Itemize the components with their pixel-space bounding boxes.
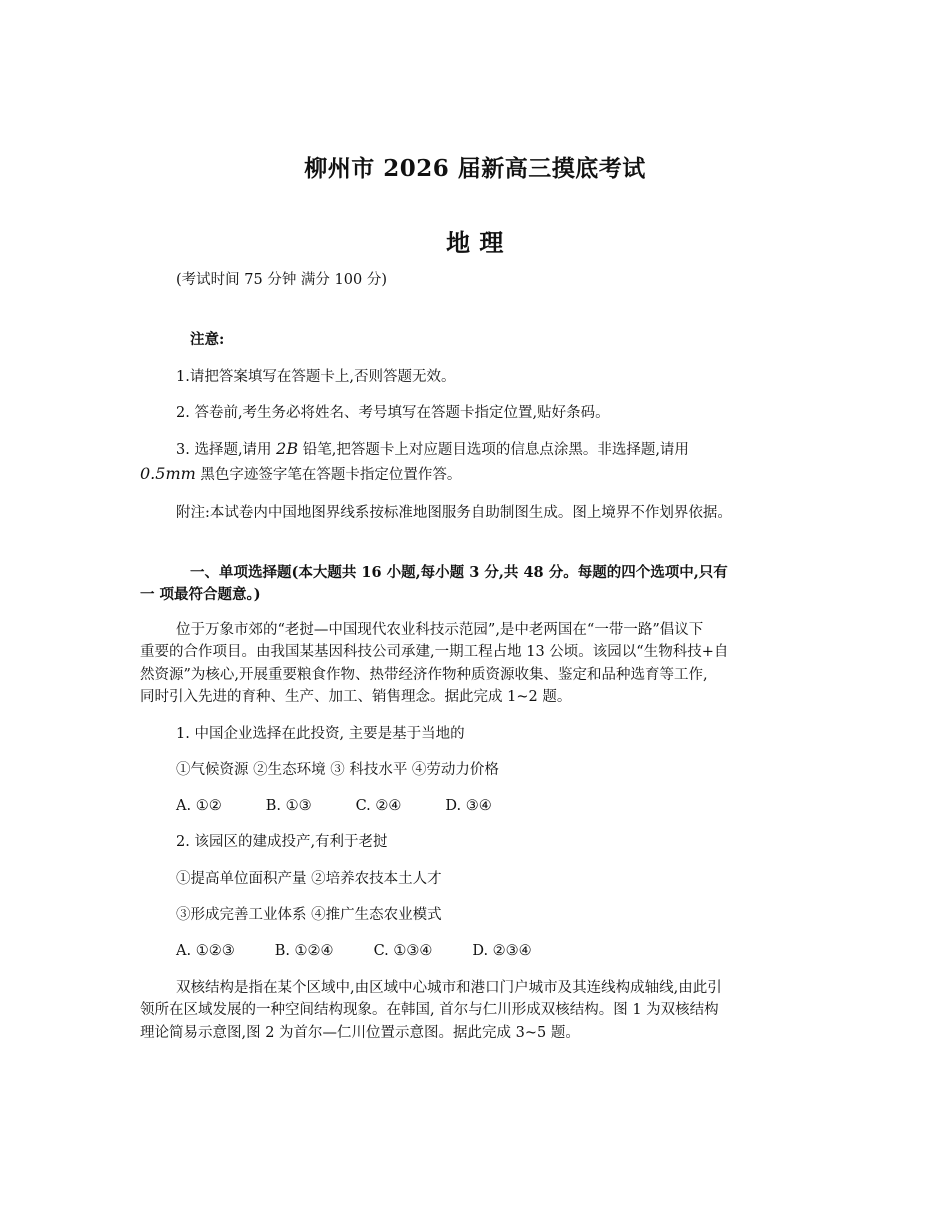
notice-item-3-cont <box>140 464 461 485</box>
notice-item-1: 1.请把答案填写在答题卡上,否则答题无效。 <box>176 369 456 385</box>
notice-item-3-part1: 3. 选择题,请用 <box>176 442 272 458</box>
q2-option-b[interactable]: B. ①②④ <box>274 943 334 959</box>
q2-option-d[interactable]: D. ②③④ <box>472 943 532 959</box>
q2-stem: 2. 该园区的建成投产,有利于老挝 <box>176 834 388 850</box>
notice-item-3-part3: 黑色字迹签字笔在答题卡指定位置作答。 <box>200 467 462 483</box>
passage2-line2: 领所在区域发展的一种空间结构现象。在韩国, 首尔与仁川形成双核结构。图 1 为双核结构 <box>140 1002 719 1018</box>
q1-options <box>176 796 536 816</box>
q2-items-2: ③形成完善工业体系 ④推广生态农业模式 <box>176 907 442 923</box>
q2-items-1: ①提高单位面积产量 ②培养农技本土人才 <box>176 871 442 887</box>
passage1-line3: 然资源”为核心,开展重要粮食作物、热带经济作物种质资源收集、鉴定和品种选育等工作, <box>140 667 708 683</box>
passage1-line2: 重要的合作项目。由我国某基因科技公司承建,一期工程占地 13 公顷。该园以“生物科技+自 <box>140 644 729 660</box>
q1-items: ①气候资源 ②生态环境 ③ 科技水平 ④劳动力价格 <box>176 762 499 778</box>
notice-heading: 注意: <box>190 331 225 348</box>
passage2-line1: 双核结构是指在某个区域中,由区域中心城市和港口门户城市及其连线构成轴线,由此引 <box>176 980 722 996</box>
notice-item-2: 2. 答卷前,考生务必将姓名、考号填写在答题卡指定位置,贴好条码。 <box>176 405 610 421</box>
q2-option-a[interactable]: A. ①②③ <box>176 943 235 959</box>
q1-stem: 1. 中国企业选择在此投资, 主要是基于当地的 <box>176 726 465 742</box>
q1-option-d[interactable]: D. ③④ <box>445 798 492 814</box>
exam-title: 柳州市 2026 届新高三摸底考试 <box>304 155 646 182</box>
notice-item-3 <box>176 439 689 460</box>
exam-time-info: (考试时间 75 分钟 满分 100 分) <box>176 272 387 288</box>
pen-spec: 0.5mm <box>140 464 196 483</box>
q2-option-c[interactable]: C. ①③④ <box>373 943 433 959</box>
appendix-note: 附注:本试卷内中国地图界线系按标准地图服务自助制图生成。图上境界不作划界依据。 <box>176 505 732 521</box>
q1-option-a[interactable]: A. ①② <box>176 798 222 814</box>
section1-heading: 一、单项选择题(本大题共 16 小题,每小题 3 分,共 48 分。每题的四个选项中,只有 <box>190 564 728 581</box>
passage2-line3: 理论简易示意图,图 2 为首尔—仁川位置示意图。据此完成 3~5 题。 <box>140 1025 580 1041</box>
q1-option-c[interactable]: C. ②④ <box>355 798 402 814</box>
q1-option-b[interactable]: B. ①③ <box>265 798 312 814</box>
q2-options <box>176 941 572 961</box>
passage1-line4: 同时引入先进的育种、生产、加工、销售理念。据此完成 1~2 题。 <box>140 689 572 705</box>
section1-heading-cont: 一 项最符合题意。) <box>140 586 261 603</box>
pencil-spec: 2B <box>276 439 299 458</box>
subject-title: 地 理 <box>446 228 504 257</box>
notice-item-3-part2: 铅笔,把答题卡上对应题目选项的信息点涂黑。非选择题,请用 <box>302 442 689 458</box>
passage1-line1: 位于万象市郊的“老挝—中国现代农业科技示范园”,是中老两国在“一带一路”倡议下 <box>176 622 704 638</box>
